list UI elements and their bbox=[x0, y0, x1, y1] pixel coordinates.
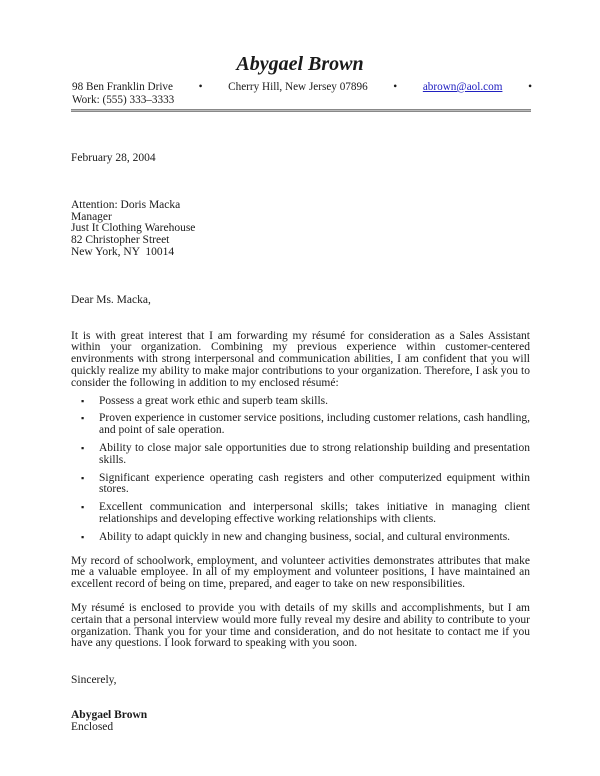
recipient-block bbox=[71, 200, 530, 259]
list-item: ▪ Ability to close major sale opportunities due to strong relationship building and presentation skills. bbox=[71, 443, 530, 467]
enclosure-note: Enclosed bbox=[71, 720, 114, 733]
separator: • bbox=[528, 81, 532, 93]
list-item: ▪ Possess a great work ethic and superb team skills. bbox=[71, 396, 530, 408]
separator: • bbox=[198, 81, 203, 93]
contact-line bbox=[72, 81, 532, 107]
header-rule bbox=[71, 109, 531, 112]
recipient-line: New York, NY 10014 bbox=[71, 245, 175, 258]
salutation: Dear Ms. Macka, bbox=[71, 293, 151, 306]
letter-date: February 28, 2004 bbox=[71, 152, 156, 164]
list-item: ▪ Excellent communication and interpersonal skills; takes initiative in managing client relationships and developing effective working relationships with clients. bbox=[71, 502, 530, 526]
intro-paragraph: It is with great interest that I am forwarding my résumé for consideration as a Sales Assistant within your organization. Combining my previous experience within customer-centered environments with strong interpersonal and communication abilities, I am confident that you will quickly realize my ability to make major contributions to your organization. Therefore, I ask you to consider the following in addition to my enclosed résumé: bbox=[71, 329, 530, 389]
sender-name: Abygael Brown bbox=[236, 53, 364, 75]
list-item: ▪ Ability to adapt quickly in new and changing business, social, and cultural environments. bbox=[71, 532, 530, 544]
recipient-line: Just It Clothing Warehouse bbox=[71, 222, 196, 235]
city: Cherry Hill, New Jersey 07896 bbox=[228, 81, 368, 93]
recipient-line: Manager bbox=[71, 210, 112, 223]
paragraph-record: My record of schoolwork, employment, and volunteer activities demonstrates attributes that make me a valuable employee. In all of my employment and volunteer positions, I have maintained an excellent record of being on time, prepared, and eager to take on new responsibilities. bbox=[71, 554, 530, 591]
email-link[interactable]: abrown@aol.com bbox=[422, 81, 503, 93]
paragraph-closing: My résumé is enclosed to provide you with details of my skills and accomplishments, but I am certain that a personal interview would more fully reveal my desire and ability to contribute to your organization. Thank you for your time and consideration, and do not hesitate to contact me if you have any questions. I look forward to speaking with you soon. bbox=[71, 601, 530, 650]
signature-name: Abygael Brown bbox=[71, 708, 148, 721]
address: 98 Ben Franklin Drive bbox=[72, 81, 173, 93]
qualifications-list bbox=[71, 396, 530, 544]
closing: Sincerely, bbox=[71, 674, 117, 687]
recipient-line: 82 Christopher Street bbox=[71, 234, 170, 247]
list-item: ▪ Significant experience operating cash registers and other computerized equipment within stores. bbox=[71, 473, 530, 497]
phone: Work: (555) 333–3333 bbox=[72, 94, 175, 106]
separator: • bbox=[393, 81, 398, 93]
recipient-line: Attention: Doris Macka bbox=[71, 198, 181, 211]
list-item: ▪ Proven experience in customer service positions, including customer relations, cash handling, and point of sale operation. bbox=[71, 413, 530, 437]
